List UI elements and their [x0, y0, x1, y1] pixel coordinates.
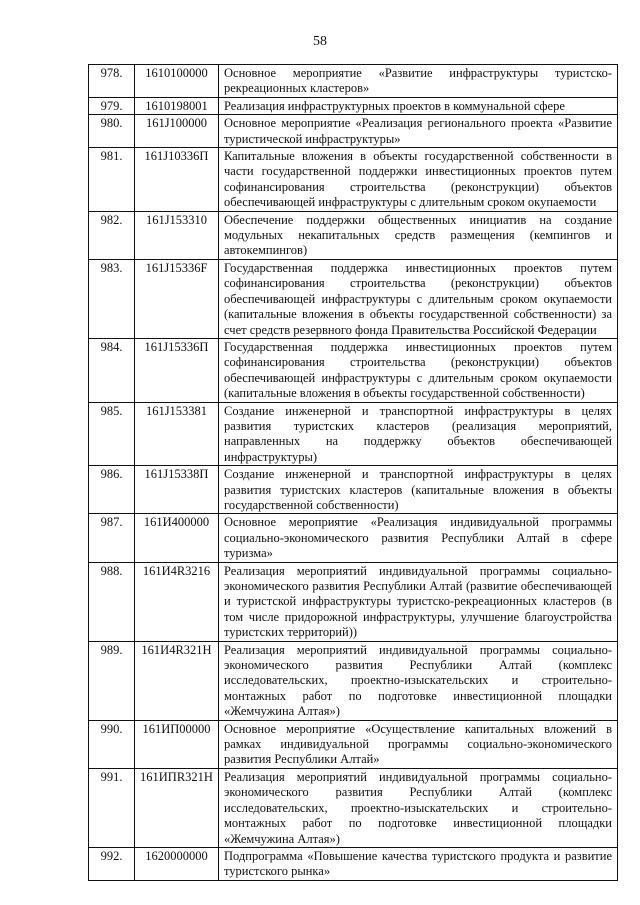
table-row	[89, 720, 618, 768]
table-row	[89, 847, 618, 880]
row-description: Подпрограмма «Повышение качества туристского продукта и развитие туристского рынка»	[219, 847, 618, 880]
row-number: 985.	[89, 402, 135, 466]
table-row	[89, 211, 618, 259]
row-number: 981.	[89, 148, 135, 212]
table-row	[89, 466, 618, 514]
row-description: Создание инженерной и транспортной инфраструктуры в целях развития туристских кластеров (реализация мероприятий, направленных на поддержку объектов обеспечивающей инфраструктуры)	[219, 402, 618, 466]
row-number: 988.	[89, 562, 135, 641]
table-row	[89, 641, 618, 720]
table-row	[89, 148, 618, 212]
row-number: 991.	[89, 768, 135, 847]
page-number: 58	[313, 34, 327, 49]
row-description: Государственная поддержка инвестиционных проектов путем софинансирования строительства (реконструкции) объектов обеспечивающей инфраструктуры с длительным сроком окупаемости (капитальные вложения в объекты государственной собственности) за счет средств резервного фонда Правительства Российской Федерации	[219, 259, 618, 338]
row-description: Основное мероприятие «Реализация индивидуальной программы социально-экономического развития Республики Алтай в сфере туризма»	[219, 514, 618, 562]
row-number: 989.	[89, 641, 135, 720]
table-row	[89, 259, 618, 338]
row-description: Реализация инфраструктурных проектов в коммунальной сфере	[219, 97, 618, 114]
classification-code: 161И4R3216	[135, 562, 219, 641]
table-row	[89, 768, 618, 847]
table-row	[89, 65, 618, 98]
classification-code: 161ИП00000	[135, 720, 219, 768]
table-row	[89, 115, 618, 148]
classification-code: 161J15338П	[135, 466, 219, 514]
classification-code: 161И4R321Н	[135, 641, 219, 720]
table-row	[89, 338, 618, 402]
classification-code: 1610100000	[135, 65, 219, 98]
table-row	[89, 402, 618, 466]
row-description: Основное мероприятие «Реализация регионального проекта «Развитие туристической инфраструктуры»	[219, 115, 618, 148]
table-row	[89, 514, 618, 562]
table-row	[89, 562, 618, 641]
classification-code: 161J100000	[135, 115, 219, 148]
row-description: Обеспечение поддержки общественных инициатив на создание модульных некапитальных средств размещения (кемпингов и автокемпингов)	[219, 211, 618, 259]
row-number: 990.	[89, 720, 135, 768]
classification-code: 161J10336П	[135, 148, 219, 212]
row-description: Основное мероприятие «Осуществление капитальных вложений в рамках индивидуальной программы социально-экономического развития Республики Алтай»	[219, 720, 618, 768]
classification-code: 161J153381	[135, 402, 219, 466]
table-row	[89, 97, 618, 114]
classification-code: 161J15336F	[135, 259, 219, 338]
row-description: Капитальные вложения в объекты государственной собственности в части государственной поддержки инвестиционных проектов путем софинансирования строительства (реконструкции) объектов обеспечивающей инфраструктуры с длительным сроком окупаемости	[219, 148, 618, 212]
row-number: 983.	[89, 259, 135, 338]
row-number: 986.	[89, 466, 135, 514]
classification-code: 1610198001	[135, 97, 219, 114]
row-description: Реализация мероприятий индивидуальной программы социально-экономического развития Республики Алтай (развитие обеспечивающей и туристской инфраструктуры туристско-рекреационных кластеров (в том числе придорожной инфраструктуры, улучшение благоустройства туристских территорий))	[219, 562, 618, 641]
row-number: 979.	[89, 97, 135, 114]
row-description: Государственная поддержка инвестиционных проектов путем софинансирования строительства (реконструкции) объектов обеспечивающей инфраструктуры с длительным сроком окупаемости (капитальные вложения в объекты государственной собственности)	[219, 338, 618, 402]
classification-code: 1620000000	[135, 847, 219, 880]
row-description: Основное мероприятие «Развитие инфраструктуры туристско-рекреационных кластеров»	[219, 65, 618, 98]
classification-code: 161J15336П	[135, 338, 219, 402]
row-number: 978.	[89, 65, 135, 98]
row-number: 984.	[89, 338, 135, 402]
row-number: 980.	[89, 115, 135, 148]
row-number: 987.	[89, 514, 135, 562]
row-description: Реализация мероприятий индивидуальной программы социально-экономического развития Республики Алтай (комплекс исследовательских, проектно-изыскательских и строительно-монтажных работ по подготовке инвестиционной площадки «Жемчужина Алтая»)	[219, 768, 618, 847]
row-description: Реализация мероприятий индивидуальной программы социально-экономического развития Республики Алтай (комплекс исследовательских, проектно-изыскательских и строительно-монтажных работ по подготовке инвестиционной площадки «Жемчужина Алтая»)	[219, 641, 618, 720]
row-description: Создание инженерной и транспортной инфраструктуры в целях развития туристских кластеров (капитальные вложения в объекты государственной собственности)	[219, 466, 618, 514]
budget-codes-table	[88, 64, 618, 881]
classification-code: 161ИПR321Н	[135, 768, 219, 847]
classification-code: 161И400000	[135, 514, 219, 562]
table-body	[89, 65, 618, 881]
classification-code: 161J153310	[135, 211, 219, 259]
row-number: 982.	[89, 211, 135, 259]
row-number: 992.	[89, 847, 135, 880]
